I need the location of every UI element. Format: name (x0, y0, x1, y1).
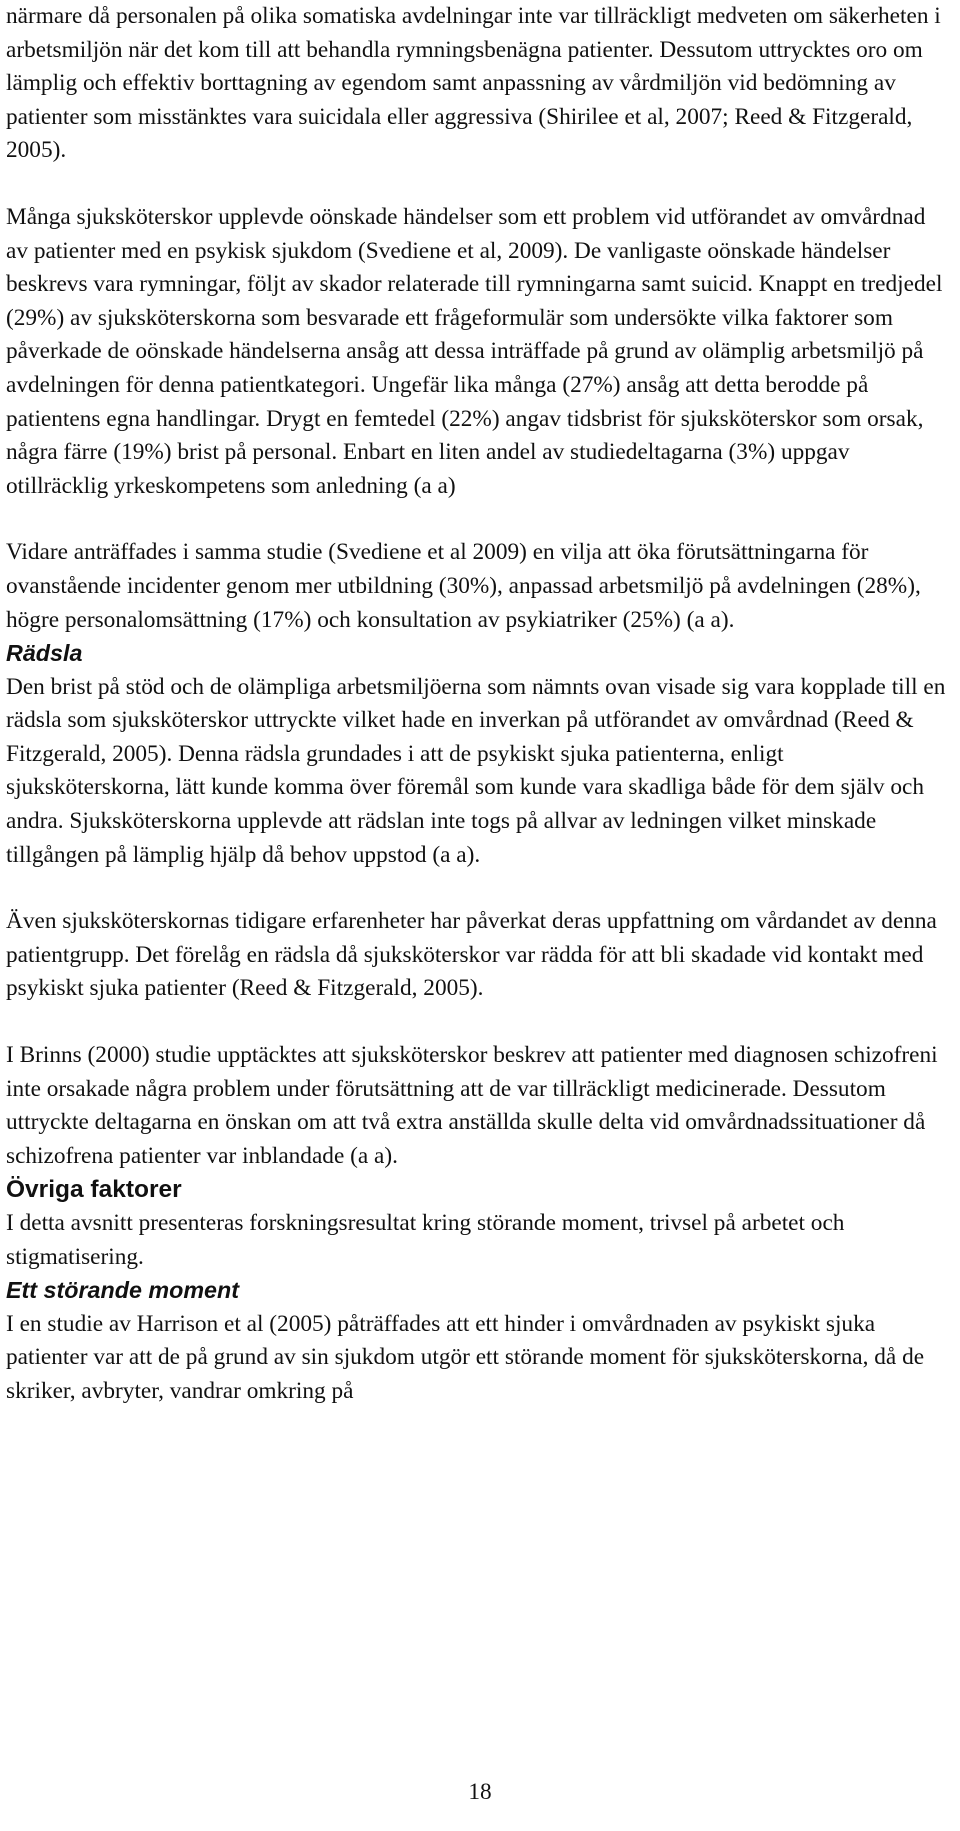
heading-radsla: Rädsla (6, 640, 83, 667)
paragraph-improvement-wishes: Vidare anträffades i samma studie (Svediene et al 2009) en vilja att öka förutsättningarna för ovanstående incidenter genom mer utbildning (30%), anpassad arbetsmiljö på avdelningen (28%), högre personalomsättning (17%) och konsultation av psykiatriker (25%) (a a). (6, 539, 921, 633)
paragraph-workplace-safety: närmare då personalen på olika somatiska avdelningar inte var tillräckligt medveten om säkerheten i arbetsmiljön när det kom till att behandla rymningsbenägna patienter. Dessutom uttrycktes oro om lämplig och effektiv borttagning av egendom samt anpassning av vårdmiljön vid bedömning av patienter som misstänktes vara suicidala eller aggressiva (Shirilee et al, 2007; Reed & Fitzgerald, 2005). (6, 3, 941, 164)
paragraph-brinns-study: I Brinns (2000) studie upptäcktes att sjuksköterskor beskrev att patienter med diagnosen schizofreni inte orsakade några problem under förutsättning att de var tillräckligt medicinerade. Dessutom uttryckte deltagarna en önskan om att två extra anställda skulle delta vid omvårdnadssituationer då schizofrena patienter var inblandade (a a). (6, 1042, 938, 1169)
paragraph-section-intro: I detta avsnitt presenteras forskningsresultat kring störande moment, trivsel på arbetet och stigmatisering. (6, 1210, 845, 1270)
paragraph-adverse-events: Många sjuksköterskor upplevde oönskade händelser som ett problem vid utförandet av omvårdnad av patienter med en psykisk sjukdom (Svediene et al, 2009). De vanligaste oönskade händelser beskrevs vara rymningar, följt av skador relaterade till rymningarna samt suicid. Knappt en tredjedel (29%) av sjuksköterskorna som besvarade ett frågeformulär som undersökte vilka faktorer som påverkade de oönskade händelserna ansåg att dessa inträffade på grund av olämplig arbetsmiljö på avdelningen för denna patientkategori. Ungefär lika många (27%) ansåg att detta berodde på patientens egna handlingar. Drygt en femtedel (22%) angav tidsbrist för sjuksköterskor som orsak, några färre (19%) brist på personal. Enbart en liten andel av studiedeltagarna (3%) uppgav otillräcklig yrkeskompetens som anledning (a a) (6, 203, 943, 499)
page-number: 18 (468, 1779, 492, 1805)
paragraph-previous-experiences: Även sjuksköterskornas tidigare erfarenheter har påverkat deras uppfattning om vårdandet av denna patientgrupp. Det förelåg en rädsla då sjuksköterskor var rädda för att bli skadade vid kontakt med psykiskt sjuka patienter (Reed & Fitzgerald, 2005). (6, 908, 937, 1002)
paragraph-fear: Den brist på stöd och de olämpliga arbetsmiljöerna som nämnts ovan visade sig vara kopplade till en rädsla som sjuksköterskor uttryckte vilket hade en inverkan på utförandet av omvårdnad (Reed & Fitzgerald, 2005). Denna rädsla grundades i att de psykiskt sjuka patienterna, enligt sjuksköterskorna, lätt kunde komma över föremål som kunde vara skadliga både för dem själv och andra. Sjuksköterskorna upplevde att rädslan inte togs på allvar av ledningen vilket minskade tillgången på lämplig hjälp då behov uppstod (a a). (6, 673, 946, 868)
heading-ett-storande-moment: Ett störande moment (6, 1277, 239, 1304)
heading-ovriga-faktorer: Övriga faktorer (6, 1176, 182, 1204)
document-page (6, 0, 950, 1409)
paragraph-disturbing-moment: I en studie av Harrison et al (2005) påträffades att ett hinder i omvårdnaden av psykiskt sjuka patienter var att de på grund av sin sjukdom utgör ett störande moment för sjuksköterskorna, då de skriker, avbryter, vandrar omkring på (6, 1310, 925, 1404)
